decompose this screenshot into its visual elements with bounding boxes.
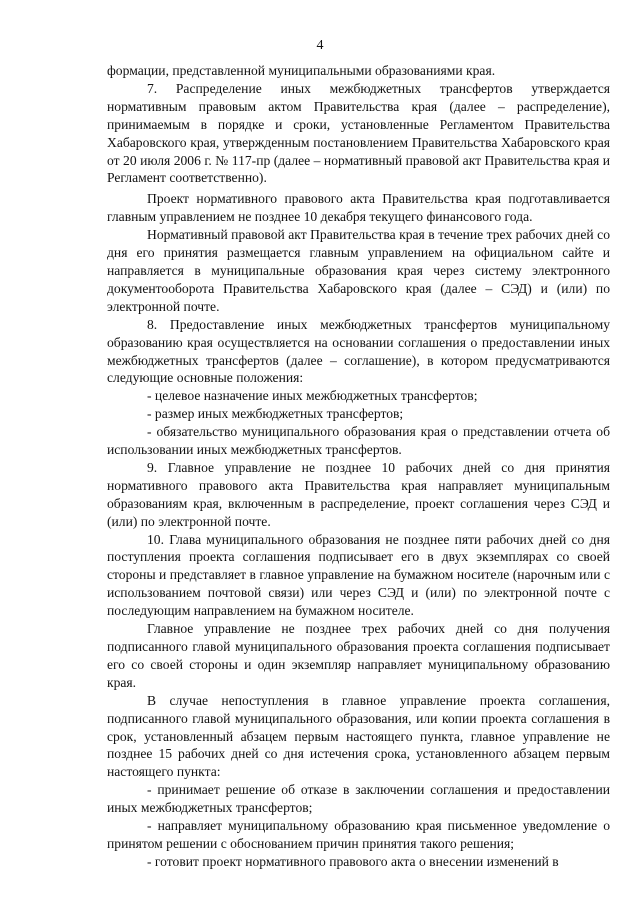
list-item-amount: - размер иных межбюджетных трансфертов; <box>147 406 404 422</box>
paragraph-continuation: формации, представленной муниципальными образованиями края. <box>107 63 496 78</box>
paragraph-act-publication: Нормативный правовой акт Правительства края в течение трех рабочих дней со дня его принятия размещается главным управлением на официальном сайте и направляется в муниципальные образования края через систему электронного документооборота Правительства Хабаровского края (далее – СЭД) и (или) по электронной почте. <box>107 227 610 314</box>
list-item-refusal: - принимает решение об отказе в заключении соглашения и предоставлении иных межбюджетных трансфертов; <box>107 782 610 816</box>
paragraph-draft-act: Проект нормативного правового акта Правительства края подготавливается главным управлением не позднее 10 декабря текущего финансового года. <box>107 191 610 225</box>
paragraph-non-receipt: В случае непоступления в главное управление проекта соглашения, подписанного главой муниципального образования, или копии проекта соглашения в срок, установленный абзацем первым настоящего пункта, главное управление не позднее 15 рабочих дней со дня истечения срока, установленного абзацем первым настоящего пункта: <box>107 692 610 780</box>
paragraph-item-7: 7. Распределение иных межбюджетных трансфертов утверждается нормативным правовым актом Правительства края (далее – распределение), принимаемым в порядке и сроки, установленные Регламентом Правительства Хабаровского края, утвержденным постановлением Правительства Хабаровского края от 20 июля 2006 г. № 117-пр (далее – нормативный правовой акт Правительства края и Регламент соответственно). <box>107 80 610 186</box>
list-item-obligation: - обязательство муниципального образования края о представлении отчета об использовании иных межбюджетных трансфертов. <box>107 424 610 458</box>
document-body <box>107 62 610 871</box>
paragraph-item-10: 10. Глава муниципального образования не позднее пяти рабочих дней со дня поступления проекта соглашения подписывает его в двух экземплярах со своей стороны и представляет в главное управление на бумажном носителе (нарочным или с использованием почтовой связи) или через СЭД и (или) по электронной почте с последующим направлением на бумажном носителе. <box>107 531 610 619</box>
paragraph-item-8: 8. Предоставление иных межбюджетных трансфертов муниципальному образованию края осуществляется на основании соглашения о предоставлении иных межбюджетных трансфертов (далее – соглашение), в котором предусматриваются следующие основные положения: <box>107 316 610 386</box>
list-item-purpose: - целевое назначение иных межбюджетных трансфертов; <box>147 388 478 404</box>
page-number: 4 <box>316 38 324 53</box>
list-item-amendment: - готовит проект нормативного правового акта о внесении изменений в <box>147 853 559 869</box>
paragraph-signing: Главное управление не позднее трех рабочих дней со дня получения подписанного главой муниципального образования проекта соглашения подписывает его со своей стороны и один экземпляр направляет муниципальному образованию края. <box>107 621 610 690</box>
list-item-notification: - направляет муниципальному образованию края письменное уведомление о принятом решении с обоснованием причин принятия такого решения; <box>107 818 610 851</box>
paragraph-item-9: 9. Главное управление не позднее 10 рабочих дней со дня принятия нормативного правового акта Правительства края направляет муниципальным образованиям края, включенным в распределение, проект соглашения через СЭД и (или) по электронной почте. <box>107 459 610 529</box>
